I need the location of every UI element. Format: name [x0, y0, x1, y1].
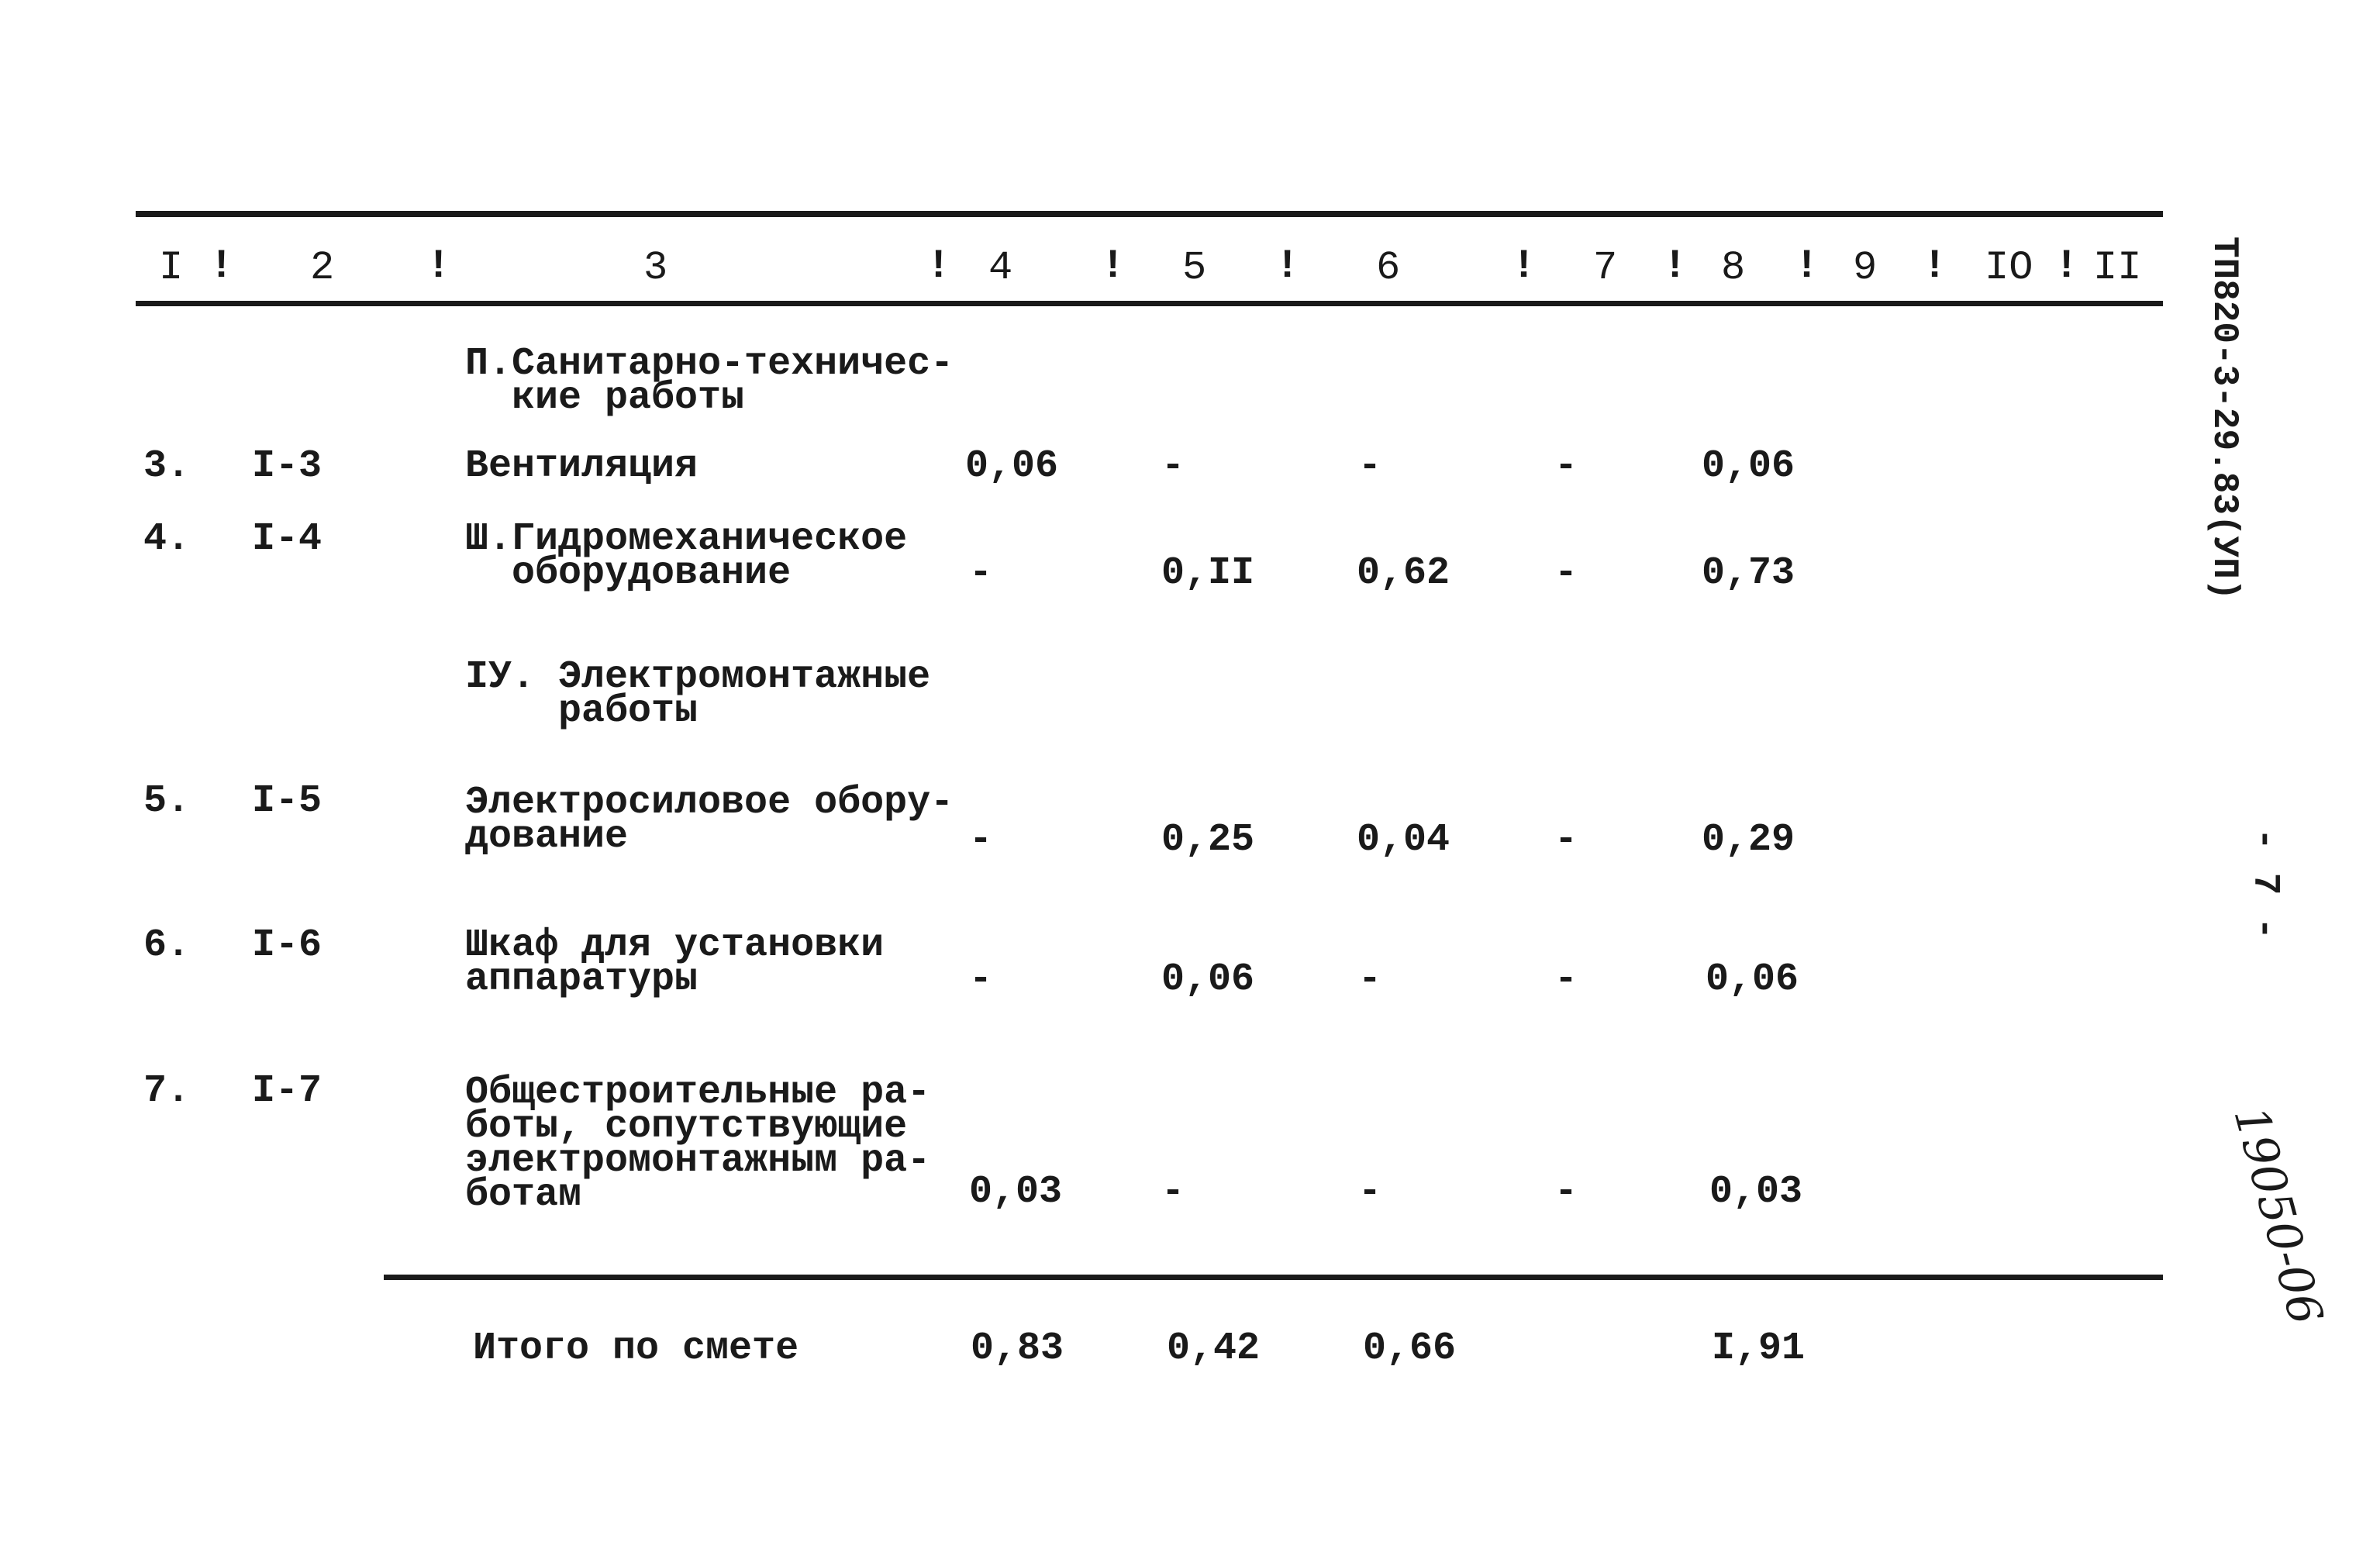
row-name-line: Ш.Гидромеханическое: [465, 517, 908, 561]
header-col-9: 9: [1853, 245, 1878, 291]
cell-col-8: 0,29: [1702, 818, 1795, 862]
total-label: Итого по смете: [473, 1327, 799, 1371]
row-number: 7.: [143, 1069, 191, 1113]
cell-col-7: -: [1554, 551, 1578, 595]
sheet-number: 19050-06: [2223, 1101, 2333, 1330]
header-separator: !: [2054, 243, 2079, 289]
cell-col-6: -: [1358, 957, 1382, 1002]
header-separator: !: [1275, 243, 1300, 289]
row-name-line: боты, сопутствующие: [465, 1105, 908, 1149]
cell-col-7: -: [1554, 957, 1578, 1002]
row-number: 3.: [143, 444, 191, 488]
cell-col-5: 0,II: [1161, 551, 1255, 595]
cell-col-8: 0,73: [1702, 551, 1795, 595]
header-separator: !: [1512, 243, 1537, 289]
row-name-line: Вентиляция: [465, 444, 698, 488]
row-name-line: Электросиловое обору-: [465, 781, 954, 825]
row-name-line: ботам: [465, 1173, 582, 1217]
cell-col-5: 0,06: [1161, 957, 1255, 1002]
header-bottom-rule: [136, 301, 2163, 306]
cell-col-6: -: [1358, 1170, 1382, 1214]
row-number: 4.: [143, 517, 191, 561]
header-separator: !: [1795, 243, 1819, 289]
header-separator: !: [1663, 243, 1688, 289]
cell-col-7: -: [1554, 444, 1578, 488]
row-name-line: электромонтажным ра-: [465, 1139, 931, 1183]
cell-col-4: 0,03: [969, 1170, 1063, 1214]
row-code: I-6: [252, 923, 323, 968]
section-heading-line: П.Санитарно-техничес-: [465, 342, 954, 386]
cell-col-8: 0,03: [1709, 1170, 1803, 1214]
header-col-7: 7: [1593, 245, 1618, 291]
header-col-3: 3: [643, 245, 668, 291]
row-number: 5.: [143, 779, 191, 823]
row-name-line: Общестроительные ра-: [465, 1071, 931, 1115]
row-code: I-4: [252, 517, 323, 561]
header-separator: !: [926, 243, 951, 289]
row-name-line: аппаратуры: [465, 957, 698, 1002]
cell-col-6: -: [1358, 444, 1382, 488]
header-col-11: II: [2093, 245, 2142, 291]
document-code: ТП820-3-29.83(УП): [2204, 236, 2244, 601]
cell-col-8: 0,06: [1702, 444, 1795, 488]
header-col-1: I: [159, 245, 184, 291]
header-col-6: 6: [1376, 245, 1401, 291]
header-col-2: 2: [310, 245, 335, 291]
cell-col-6: 0,04: [1357, 818, 1450, 862]
total-col-5: 0,42: [1167, 1327, 1261, 1371]
row-code: I-5: [252, 779, 323, 823]
cell-col-5: -: [1161, 1170, 1185, 1214]
cell-col-6: 0,62: [1357, 551, 1450, 595]
row-name-line: Шкаф для установки: [465, 923, 885, 968]
header-separator: !: [1101, 243, 1126, 289]
row-name-line: оборудование: [465, 551, 792, 595]
cell-col-7: -: [1554, 818, 1578, 862]
section-heading-line: работы: [465, 689, 698, 733]
cell-col-4: -: [969, 551, 993, 595]
total-col-8: I,91: [1712, 1327, 1806, 1371]
cell-col-5: -: [1161, 444, 1185, 488]
cell-col-8: 0,06: [1706, 957, 1799, 1002]
cell-col-4: -: [969, 818, 993, 862]
page-number: - 7 -: [2244, 828, 2285, 940]
row-code: I-3: [252, 444, 323, 488]
header-col-8: 8: [1721, 245, 1746, 291]
row-name-line: дование: [465, 815, 629, 859]
section-heading-line: кие работы: [465, 376, 745, 420]
header-separator: !: [1923, 243, 1947, 289]
cell-col-5: 0,25: [1161, 818, 1255, 862]
header-col-4: 4: [988, 245, 1013, 291]
row-number: 6.: [143, 923, 191, 968]
total-col-6: 0,66: [1363, 1327, 1457, 1371]
row-code: I-7: [252, 1069, 323, 1113]
cell-col-4: -: [969, 957, 993, 1002]
cell-col-7: -: [1554, 1170, 1578, 1214]
header-col-5: 5: [1182, 245, 1207, 291]
header-separator: !: [209, 243, 234, 289]
table-top-rule: [136, 211, 2163, 217]
header-col-10: IO: [1985, 245, 2033, 291]
cell-col-4: 0,06: [965, 444, 1059, 488]
total-rule: [384, 1275, 2163, 1280]
total-col-4: 0,83: [971, 1327, 1064, 1371]
header-separator: !: [426, 243, 451, 289]
section-heading-line: IУ. Электромонтажные: [465, 655, 931, 699]
